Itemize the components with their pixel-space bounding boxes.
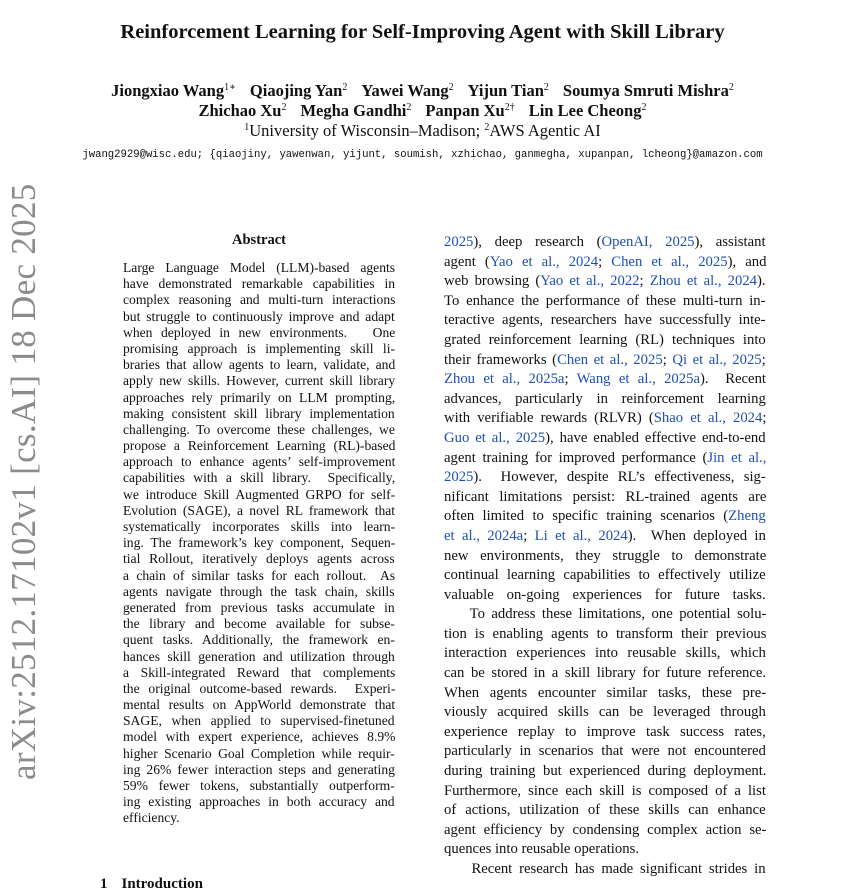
intro-line	[444, 547, 766, 567]
intro-text: nificant limitations persist: RL-trained agents are	[444, 488, 767, 505]
author-name-text: Yawei Wang	[361, 81, 449, 100]
section-title: Introduction	[121, 876, 203, 892]
intro-text: tion is enabling agents to transform their previous	[444, 625, 767, 642]
citation-link[interactable]: 2025	[444, 469, 474, 486]
abstract-line: mental results on AppWorld demonstrate that	[123, 697, 396, 713]
intro-text: To enhance the performance of these multi-turn in-	[444, 292, 766, 309]
intro-line	[444, 742, 766, 762]
abstract-line: hances skill generation and utilization through	[123, 648, 395, 664]
intro-text: advances, particularly in reinforcement learning	[444, 390, 766, 407]
intro-text: agent (	[444, 253, 490, 270]
abstract-line: Large Language Model (LLM)-based agents	[123, 260, 396, 275]
abstract-line: generated from previous tasks accumulate in	[123, 599, 395, 615]
citation-link[interactable]: 2025	[444, 234, 474, 250]
affiliation-text: University of Wisconsin–Madison;	[249, 121, 485, 140]
intro-line	[444, 429, 766, 449]
intro-line	[444, 664, 766, 684]
author-name-text: Panpan Xu	[425, 101, 505, 120]
authors-row-1	[40, 81, 805, 101]
intro-line	[444, 723, 766, 743]
author-name	[361, 81, 453, 100]
intro-text: ), assistant	[694, 234, 766, 250]
authors-row-2	[40, 101, 805, 121]
abstract-line: propose a Reinforcement Learning (RL)-based	[123, 438, 396, 454]
abstract-line: apply new skills. However, current skill library	[123, 373, 396, 389]
author-name-text: Yijun Tian	[467, 81, 544, 100]
intro-text: When agents encounter similar tasks, these pre-	[444, 684, 767, 701]
abstract-line: when deployed in new environments. One	[123, 324, 396, 340]
abstract-line: quent tasks. Additionally, the framework en-	[123, 632, 395, 648]
section-heading	[100, 876, 203, 893]
author-affiliation-mark: 2†	[504, 102, 515, 113]
author-name-text: Lin Lee Cheong	[528, 101, 642, 120]
abstract-line: tial Rollout, iteratively deploys agents across	[123, 551, 395, 567]
author-name-text: Soumya Smruti Mishra	[562, 81, 729, 100]
intro-line	[444, 527, 766, 547]
intro-line	[444, 488, 766, 508]
intro-text: ), and	[727, 253, 767, 270]
intro-text: ;	[598, 253, 612, 270]
intro-text: ), have enabled effective end-to-end	[545, 429, 766, 446]
intro-line	[444, 762, 766, 782]
intro-text: ), deep research (	[473, 234, 602, 250]
author-affiliation-mark: 2	[641, 102, 647, 113]
citation-link[interactable]: OpenAI, 2025	[601, 234, 695, 250]
abstract-line: ing existing approaches in both accuracy and	[123, 794, 395, 810]
abstract-line: challenging. To overcome these challenges, we	[123, 421, 395, 437]
author-name	[425, 101, 514, 120]
intro-line	[444, 684, 766, 704]
intro-text: viously acquired skills can be leveraged through	[444, 704, 766, 721]
author-affiliation-mark: 2	[728, 82, 734, 93]
citation-link[interactable]: Chen et al., 2025	[557, 351, 663, 368]
abstract-line: but struggle to continuously improve and adapt	[123, 308, 395, 324]
intro-text: ;	[662, 351, 673, 368]
abstract-line: SAGE, when applied to supervised-finetuned	[123, 713, 395, 729]
citation-link[interactable]: et al., 2024a	[444, 527, 524, 544]
author-name	[250, 81, 347, 100]
intro-text: To address these limitations, one potential solu-	[444, 606, 767, 623]
intro-line	[444, 566, 766, 586]
intro-text: valuable on-going experiences for future tasks.	[444, 586, 766, 603]
intro-line	[444, 292, 766, 312]
intro-line	[444, 644, 766, 664]
paper-title: Reinforcement Learning for Self-Improving Agent with Skill Library	[120, 21, 725, 43]
abstract-line: model with expert experience, achieves 8.9%	[123, 729, 396, 745]
citation-link[interactable]: Yao et al., 2024	[489, 253, 599, 270]
intro-text: ;	[639, 273, 650, 290]
section-number: 1	[100, 876, 108, 892]
intro-line	[444, 311, 766, 331]
intro-text: quences into reusable operations.	[444, 841, 639, 858]
intro-line	[444, 390, 766, 410]
arxiv-stamp: arXiv:2512.17102v1 [cs.AI] 18 Dec 2025	[4, 183, 43, 780]
introduction-body	[444, 233, 766, 880]
intro-line	[444, 507, 766, 527]
intro-text: ). Recent	[699, 371, 767, 388]
abstract-line: braries that allow agents to learn, validate, and	[123, 357, 396, 373]
affiliation-text: AWS Agentic AI	[489, 121, 601, 140]
author-affiliation-mark: 2	[281, 102, 287, 113]
intro-text: Furthermore, since each skill is composed of a list	[444, 782, 766, 799]
author-affiliation-mark: 2	[406, 102, 412, 113]
intro-text: can be stored in a skill library for future reference.	[444, 665, 767, 682]
author-name-text: Jiongxiao Wang	[111, 81, 225, 100]
author-affiliation-mark: 1∗	[224, 82, 236, 93]
intro-text: ).	[757, 273, 766, 290]
intro-line	[444, 821, 766, 841]
abstract-line: approaches rely primarily on LLM prompting,	[123, 389, 396, 405]
intro-line	[444, 801, 766, 821]
citation-link[interactable]: Zheng	[728, 508, 766, 525]
intro-line	[444, 233, 766, 253]
abstract-line: the library and become available for subse-	[123, 616, 395, 632]
intro-text: often limited to specific training scenarios (	[444, 508, 729, 525]
abstract-line: a chain of similar tasks for each rollout. As	[123, 567, 396, 583]
abstract-line: have demonstrated remarkable capabilities in	[123, 276, 396, 292]
abstract-line: systematically incorporates skills into learn-	[123, 519, 396, 534]
author-emails: jwang2929@wisc.edu; {qiaojiny, yawenwan, yijunt, soumish, xzhichao, ganmegha, xupanpan, lcheong}@amazon.com	[82, 149, 763, 161]
citation-link[interactable]: Zhou et al., 2025a	[444, 371, 565, 388]
abstract-line: higher Scenario Goal Completion while requir-	[123, 745, 395, 761]
author-name	[111, 81, 236, 100]
citation-link[interactable]: Wang et al., 2025a	[576, 371, 700, 388]
abstract-line: Evolution (SAGE), a novel RL framework that	[123, 502, 396, 518]
intro-line	[444, 351, 766, 371]
abstract-line: making consistent skill library implementation	[123, 405, 395, 421]
author-name	[468, 81, 549, 100]
intro-text: agent training for improved performance (	[444, 449, 708, 466]
citation-link[interactable]: Guo et al., 2025	[444, 429, 546, 446]
abstract-line: efficiency.	[123, 810, 180, 826]
abstract-line: a Skill-integrated Reward that complements	[123, 664, 396, 680]
intro-line	[444, 468, 766, 488]
abstract-line: capabilities with a skill library. Specifically,	[123, 470, 396, 486]
abstract-line: approach to enhance agents’ self-improvement	[123, 454, 396, 470]
intro-line	[444, 449, 766, 469]
citation-link[interactable]: Chen et al., 2025	[611, 253, 728, 270]
author-name	[300, 101, 411, 120]
abstract-line: 59% fewer tokens, substantially outperform-	[123, 778, 395, 793]
intro-text: ;	[564, 371, 577, 388]
intro-line	[444, 782, 766, 802]
citation-link[interactable]: Shao et al., 2024	[653, 410, 763, 427]
intro-line	[444, 703, 766, 723]
author-affiliation-mark: 2	[543, 82, 549, 93]
author-name	[563, 81, 734, 100]
abstract-line: ing. The framework’s key component, Sequen-	[123, 535, 396, 551]
intro-text: during training but experienced during deployment.	[444, 763, 767, 780]
citation-link[interactable]: Jin et al.,	[707, 449, 767, 466]
intro-text: ;	[523, 527, 535, 544]
intro-text: their frameworks (	[444, 351, 558, 368]
intro-line	[444, 586, 766, 606]
citation-link[interactable]: Zhou et al., 2024	[649, 273, 758, 290]
affiliation-mark: 2	[484, 122, 490, 133]
author-name-text: Zhichao Xu	[198, 101, 282, 120]
intro-text: particularly in scenarios that were not encountered	[444, 743, 766, 760]
intro-line	[444, 409, 766, 429]
affiliations	[0, 121, 845, 141]
intro-line	[444, 625, 766, 645]
intro-line	[444, 840, 766, 860]
intro-text: Recent research has made significant strides in	[444, 861, 766, 877]
author-name-text: Megha Gandhi	[300, 101, 407, 120]
intro-text: grated reinforcement learning (RL) techniques into	[444, 331, 766, 348]
intro-line	[444, 605, 766, 625]
intro-text: web browsing (	[444, 273, 541, 290]
abstract-line: we introduce Skill Augmented GRPO for self-	[123, 486, 396, 502]
author-name	[529, 101, 647, 120]
abstract-line: the original outcome-based rewards. Experi-	[123, 680, 396, 696]
intro-line	[444, 331, 766, 351]
author-name	[199, 101, 287, 120]
intro-text: continual learning capabilities to effectively utilize	[444, 567, 766, 584]
intro-text: ). However, despite RL’s effectiveness, sig-	[473, 469, 766, 486]
intro-line	[444, 860, 766, 880]
intro-text: new environments, they struggle to demonstrate	[444, 547, 767, 564]
intro-text: agent efficiency by condensing complex action se-	[444, 821, 767, 838]
abstract-body	[123, 260, 395, 827]
author-name-text: Qiaojing Yan	[249, 81, 343, 100]
intro-text: of actions, utilization of these skills can enhance	[444, 802, 766, 819]
affiliation-mark: 1	[244, 122, 250, 133]
citation-link[interactable]: Yao et al., 2022	[540, 273, 640, 290]
intro-line	[444, 272, 766, 292]
intro-text: interaction experiences into reusable skills, which	[444, 645, 766, 662]
citation-link[interactable]: Li et al., 2024	[534, 527, 628, 544]
citation-link[interactable]: Qi et al., 2025	[672, 351, 762, 368]
intro-text: ;	[761, 351, 766, 368]
abstract-line: agents navigate through the task chain, skills	[123, 583, 395, 599]
intro-line	[444, 370, 766, 390]
abstract-heading: Abstract	[232, 232, 286, 248]
intro-text: ;	[762, 410, 767, 427]
intro-text: teractive agents, researchers have successfully inte-	[444, 312, 766, 329]
abstract-line: complex reasoning and multi-turn interactions	[123, 292, 396, 308]
intro-text: experience replay to improve task success rates,	[444, 723, 766, 740]
abstract-line: ing 26% fewer interaction steps and generating	[123, 761, 395, 777]
author-affiliation-mark: 2	[448, 82, 454, 93]
author-affiliation-mark: 2	[342, 82, 348, 93]
intro-line	[444, 253, 766, 273]
intro-text: with verifiable rewards (RLVR) (	[444, 410, 654, 427]
intro-text: ). When deployed in	[627, 527, 766, 544]
abstract-line: promising approach is implementing skill li-	[123, 340, 396, 356]
